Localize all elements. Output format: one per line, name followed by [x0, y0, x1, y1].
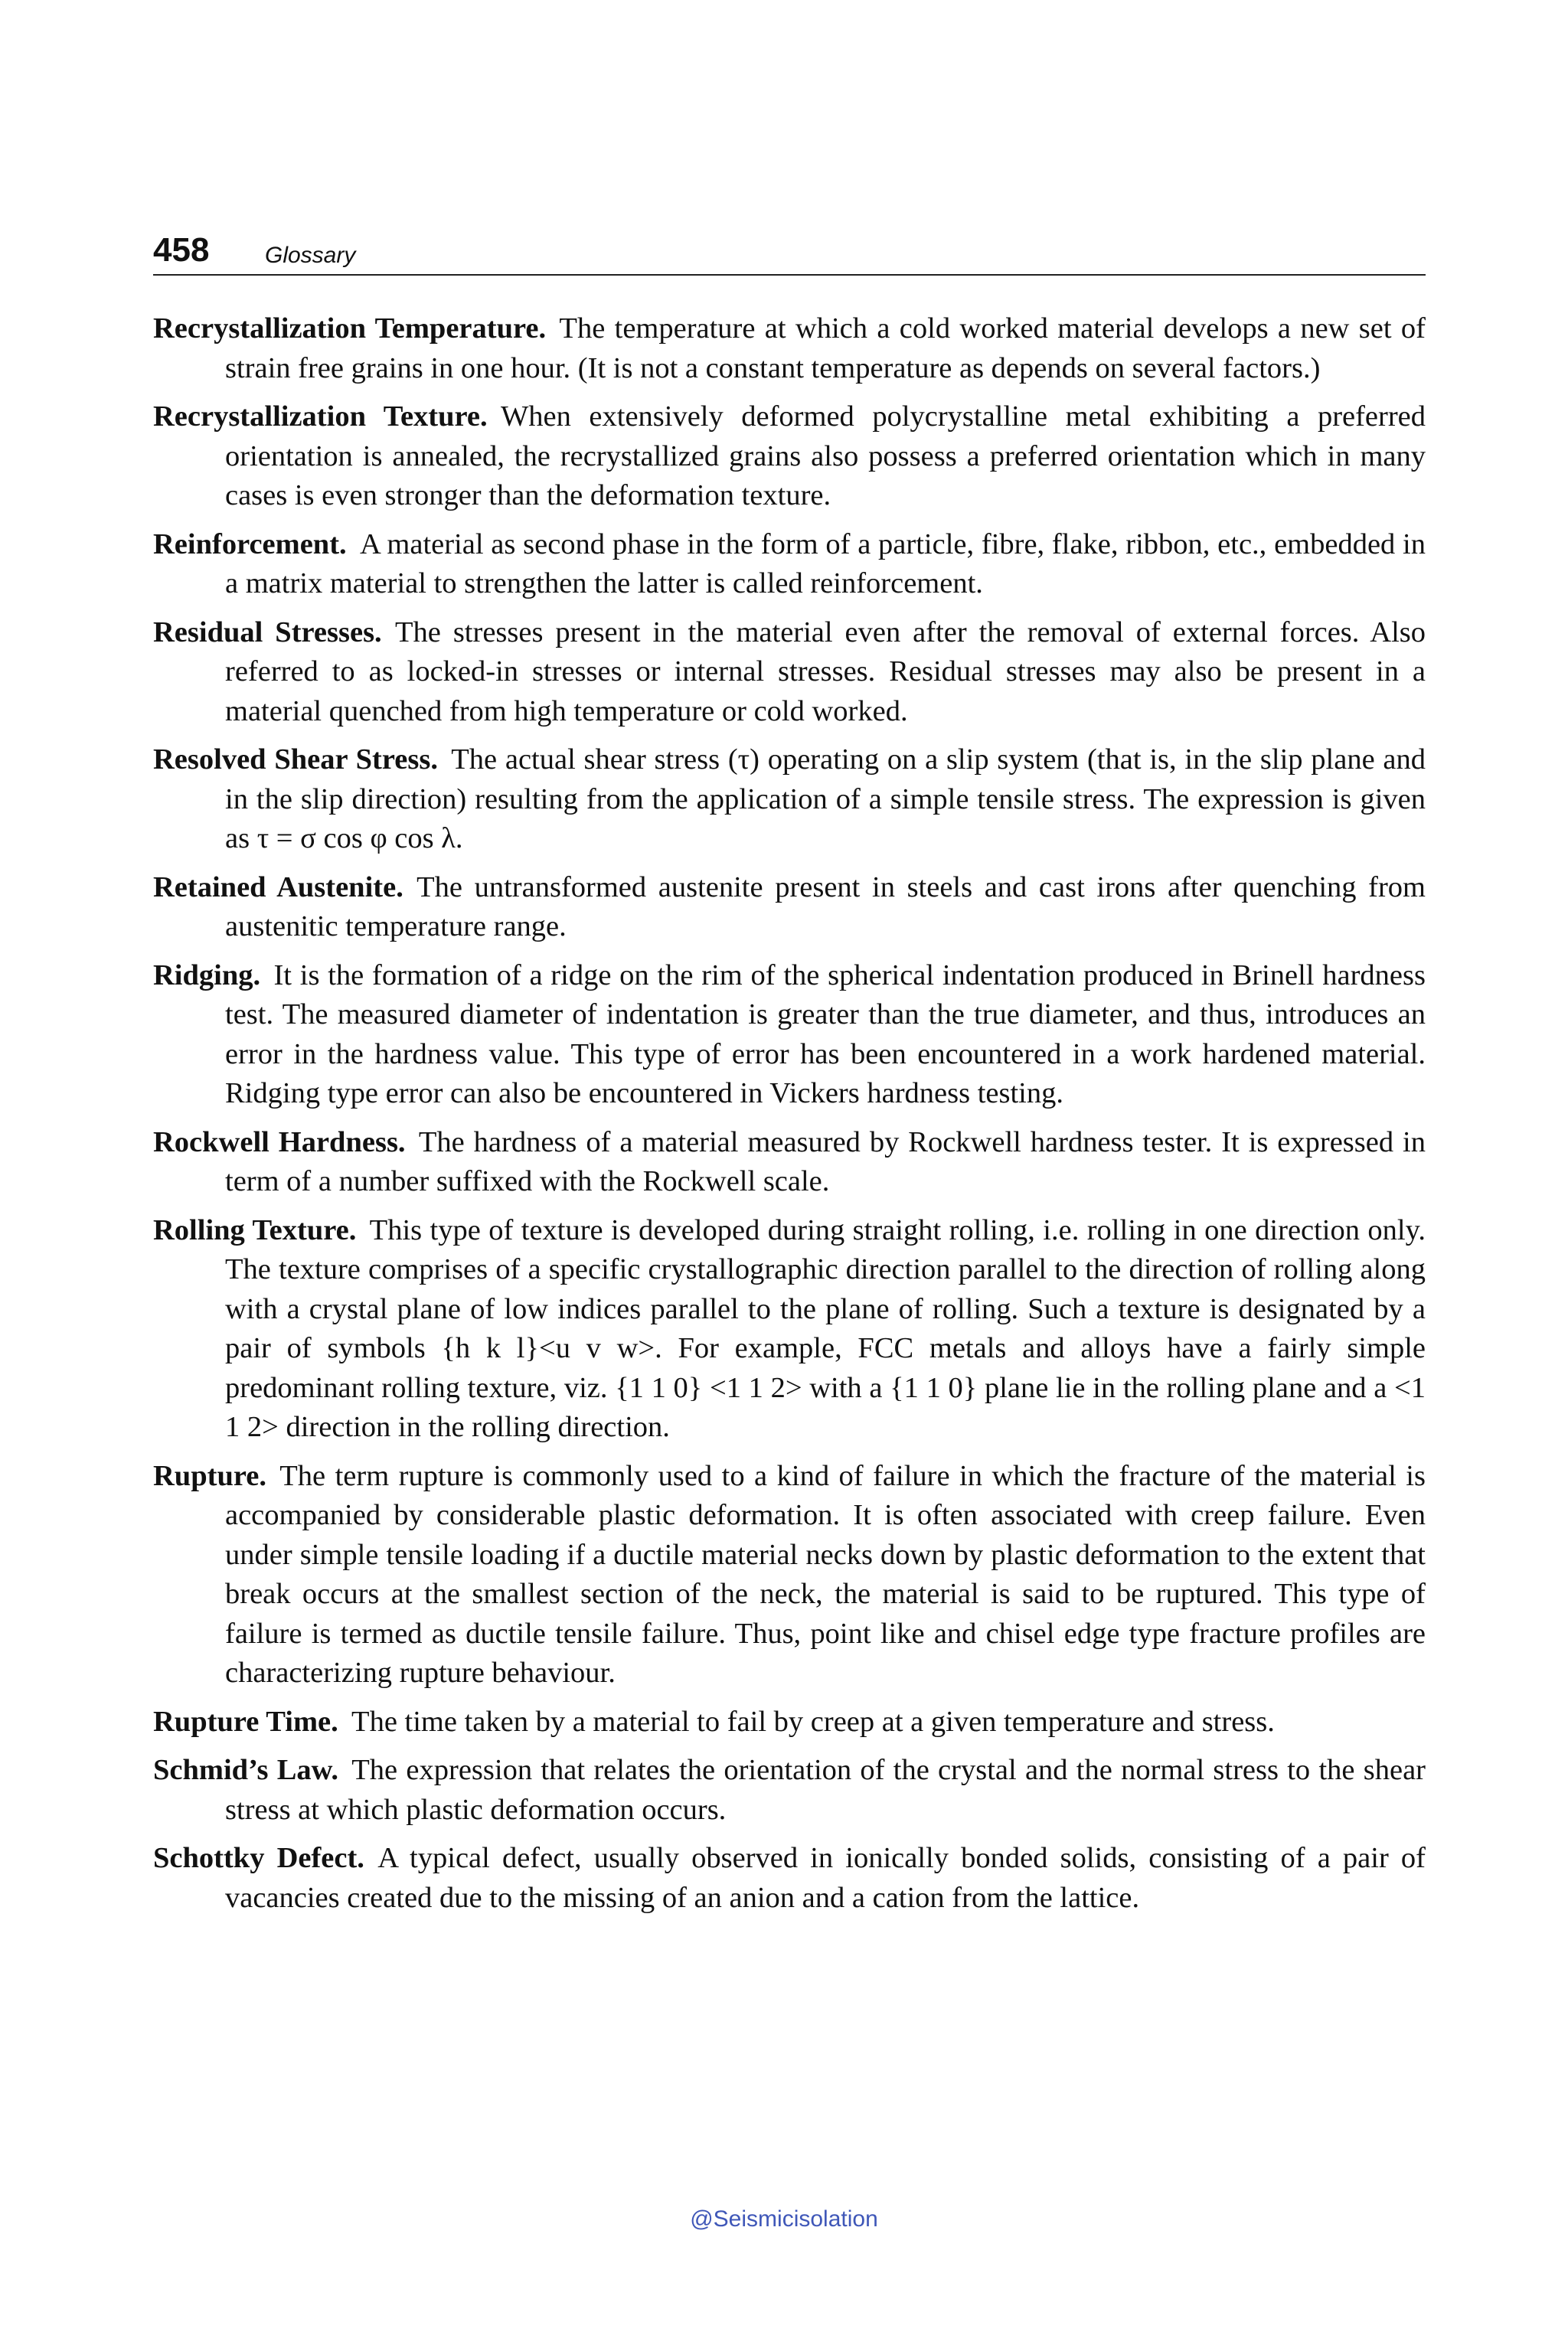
glossary-definition: The time taken by a material to fail by creep at a given temperature and stress.: [351, 1705, 1275, 1738]
glossary-definition: The actual shear stress (τ) operating on a slip system (that is, in the slip plane and in the slip direction) resulting from the application of a simple tensile stress. The expression is given as τ = σ cos φ cos λ.: [225, 743, 1426, 854]
glossary-definition: This type of texture is developed during straight rolling, i.e. rolling in one direction only. The texture comprises of a specific crystallographic direction parallel to the direction of rolling along with a crystal plane of low indices parallel to the plane of rolling. Such a texture is designated by a pair of symbols {h k l}<u v w>. For example, FCC metals and alloys have a fairly simple predominant rolling texture, viz. {1 1 0} <1 1 2> with a {1 1 0} plane lie in the rolling plane and a <1 1 2> direction in the rolling direction.: [225, 1213, 1426, 1443]
glossary-definition: A material as second phase in the form of a particle, fibre, flake, ribbon, etc., embedded in a matrix material to strengthen the latter is called reinforcement.: [225, 527, 1426, 599]
glossary-term: Rockwell Hardness.: [153, 1125, 406, 1158]
glossary-term: Reinforcement.: [153, 527, 347, 560]
glossary-term: Retained Austenite.: [153, 870, 403, 903]
glossary-entry-recrystallization-temperature: [153, 309, 1426, 388]
glossary-entry-schottky-defect: [153, 1839, 1426, 1918]
running-title: Glossary: [265, 243, 356, 268]
glossary-definition: It is the formation of a ridge on the rim of the spherical indentation produced in Brinell hardness test. The measured diameter of indentation is greater than the true diameter, and thus, introduces an error in the hardness value. This type of error has been encountered in a work hardened material. Ridging type error can also be encountered in Vickers hardness testing.: [225, 958, 1426, 1109]
glossary-definition: A typical defect, usually observed in ionically bonded solids, consisting of a pair of vacancies created due to the missing of an anion and a cation from the lattice.: [225, 1842, 1426, 1914]
watermark: @Seismicisolation: [690, 2206, 878, 2232]
glossary-definition: The term rupture is commonly used to a kind of failure in which the fracture of the material is accompanied by considerable plastic deformation. It is often associated with creep failure. Even under simple tensile loading if a ductile material necks down by plastic deformation to the extent that break occurs at the smallest section of the neck, the material is said to be ruptured. This type of failure is termed as ductile tensile failure. Thus, point like and chisel edge type fracture profiles are characterizing rupture behaviour.: [225, 1459, 1426, 1689]
glossary-term: Resolved Shear Stress.: [153, 743, 438, 776]
glossary-entry-schmids-law: [153, 1751, 1426, 1830]
glossary-term: Schottky Defect.: [153, 1842, 364, 1874]
glossary-term: Rolling Texture.: [153, 1213, 357, 1246]
page-header: [153, 231, 1426, 276]
glossary-term: Rupture.: [153, 1459, 266, 1492]
glossary-term: Rupture Time.: [153, 1705, 338, 1738]
glossary-term: Recrystallization Temperature.: [153, 312, 547, 345]
glossary-term: Residual Stresses.: [153, 616, 382, 648]
glossary-definition: The hardness of a material measured by Rockwell hardness tester. It is expressed in term of a number suffixed with the Rockwell scale.: [225, 1125, 1426, 1197]
glossary-entry-rupture-time: [153, 1703, 1426, 1742]
glossary-entry-rockwell-hardness: [153, 1123, 1426, 1202]
glossary-entry-resolved-shear-stress: [153, 740, 1426, 859]
glossary-entry-residual-stresses: [153, 613, 1426, 732]
glossary-entry-reinforcement: [153, 525, 1426, 604]
glossary-entry-rupture: [153, 1457, 1426, 1693]
glossary-definition: The stresses present in the material even after the removal of external forces. Also referred to as locked-in stresses or internal stresses. Residual stresses may also be present in a material quenched from high temperature or cold worked.: [225, 616, 1426, 727]
glossary-term: Recrystallization Texture.: [153, 400, 488, 433]
glossary-entry-rolling-texture: [153, 1211, 1426, 1448]
glossary-entry-retained-austenite: [153, 868, 1426, 947]
glossary-term: Schmid’s Law.: [153, 1754, 338, 1786]
glossary-definition: The untransformed austenite present in steels and cast irons after quenching from austenitic temperature range.: [225, 870, 1426, 942]
glossary-entry-recrystallization-texture: [153, 397, 1426, 516]
page-number: 458: [153, 231, 210, 269]
glossary-term: Ridging.: [153, 958, 261, 991]
glossary-definition: The expression that relates the orientation of the crystal and the normal stress to the shear stress at which plastic deformation occurs.: [225, 1754, 1426, 1826]
glossary-list: [153, 309, 1426, 1927]
glossary-definition: When extensively deformed polycrystalline metal exhibiting a preferred orientation is annealed, the recrystallized grains also possess a preferred orientation which in many cases is even stronger than the deformation texture.: [225, 400, 1426, 511]
glossary-entry-ridging: [153, 956, 1426, 1114]
glossary-definition: The temperature at which a cold worked material develops a new set of strain free grains in one hour. (It is not a constant temperature as depends on several factors.): [225, 312, 1426, 384]
